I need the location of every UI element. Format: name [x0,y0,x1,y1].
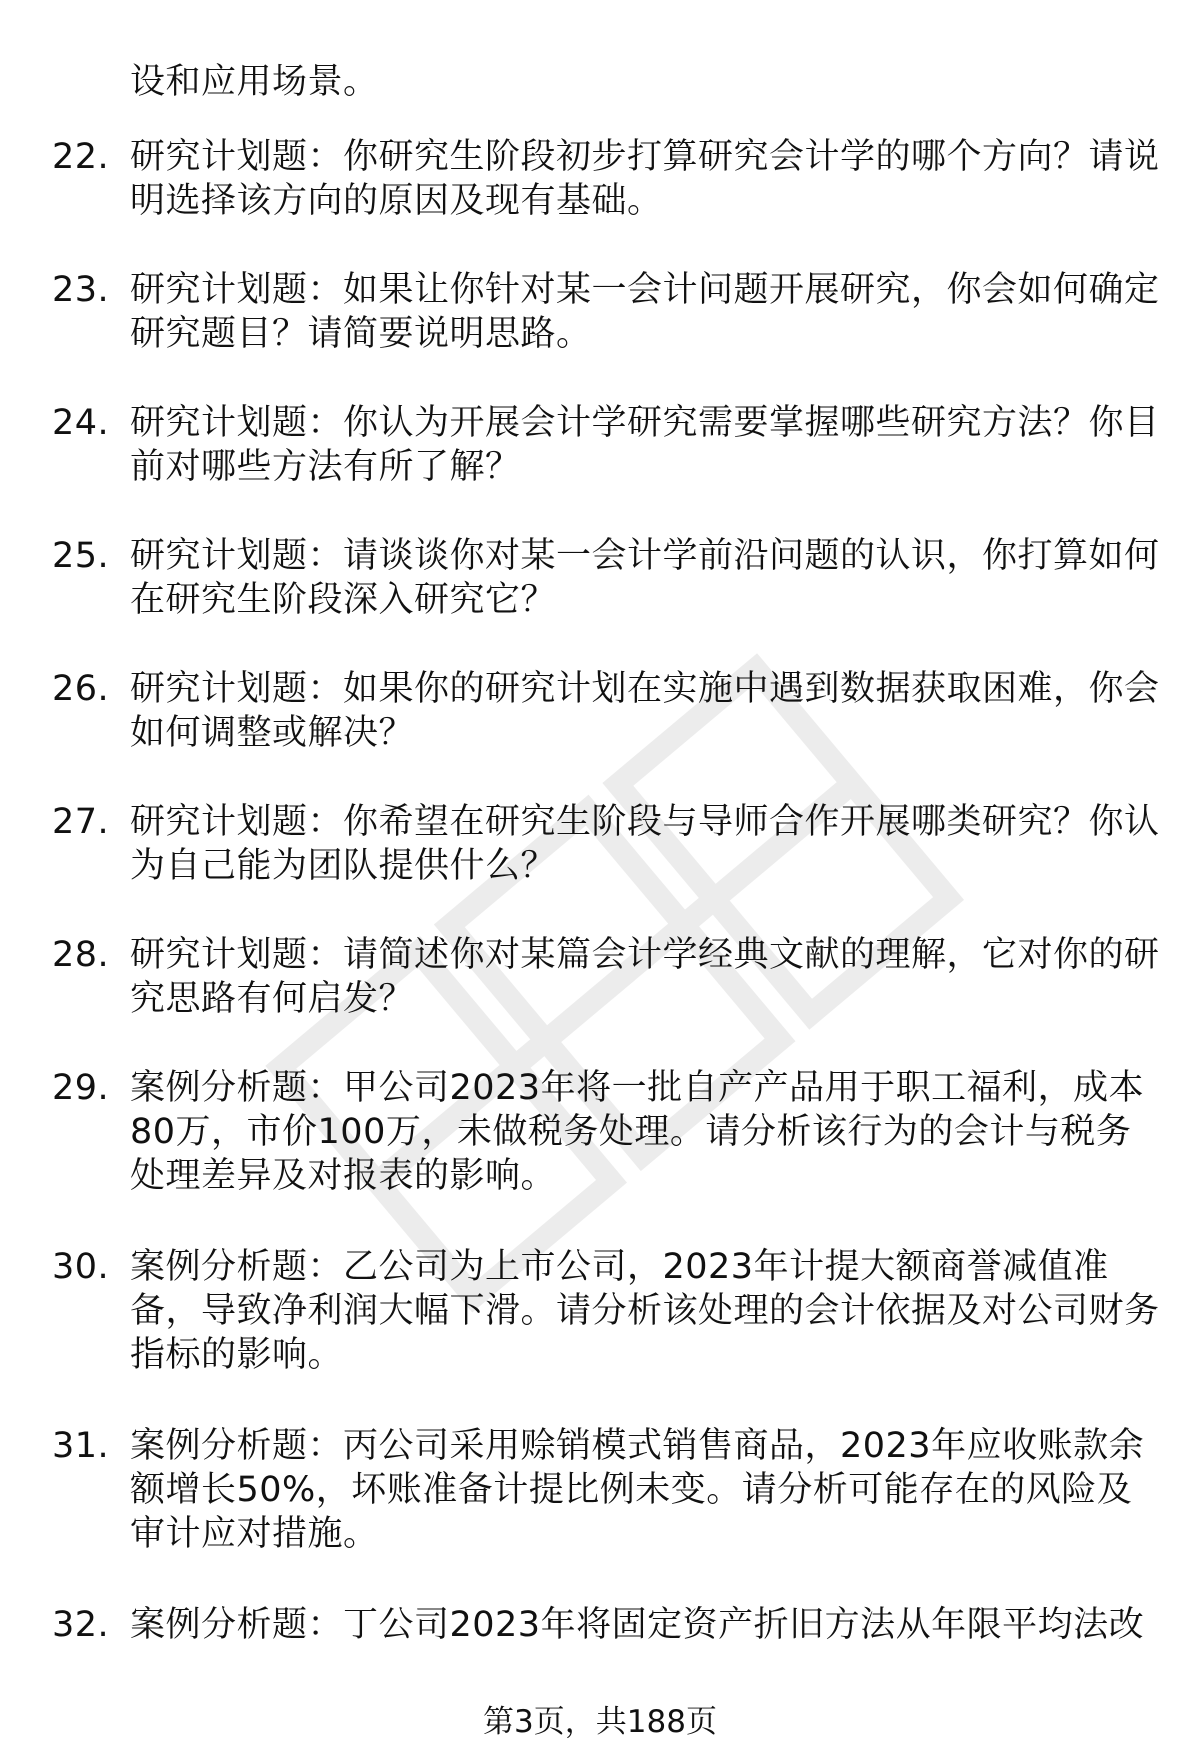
question-text: 研究计划题：你认为开展会计学研究需要掌握哪些研究方法？你目前对哪些方法有所了解？ [130,403,1160,487]
question-text: 案例分析题：丙公司采用赊销模式销售商品，2023年应收账款余额增长50%，坏账准备计提比例未变。请分析可能存在的风险及审计应对措施。 [130,1426,1145,1554]
question-number: 27. [52,802,110,842]
question-number: 29. [52,1068,110,1108]
question-text: 研究计划题：你希望在研究生阶段与导师合作开展哪类研究？你认为自己能为团队提供什么？ [130,802,1160,886]
question-item [52,401,1162,489]
question-item [52,534,1162,622]
question-item [52,667,1162,755]
question-number: 22. [52,137,110,177]
question-text: 案例分析题：丁公司2023年将固定资产折旧方法从年限平均法改 [130,1605,1145,1645]
question-text: 案例分析题：乙公司为上市公司，2023年计提大额商誉减值准备，导致净利润大幅下滑。请分析该处理的会计依据及对公司财务指标的影响。 [130,1247,1160,1375]
question-number: 24. [52,403,110,443]
question-text: 研究计划题：请谈谈你对某一会计学前沿问题的认识，你打算如何在研究生阶段深入研究它？ [130,536,1160,620]
page-footer: 第3页，共188页 [483,1704,717,1740]
question-number: 32. [52,1605,110,1645]
question-item [52,268,1162,356]
question-item [52,1424,1162,1556]
question-number: 31. [52,1426,110,1466]
question-number: 25. [52,536,110,576]
question-number: 26. [52,669,110,709]
question-number: 23. [52,270,110,310]
question-item [52,1603,1162,1647]
question-number: 28. [52,935,110,975]
question-number: 30. [52,1247,110,1287]
continued-text: 设和应用场景。 [130,62,379,102]
question-item [52,1245,1162,1377]
question-text: 研究计划题：请简述你对某篇会计学经典文献的理解，它对你的研究思路有何启发？ [130,935,1160,1019]
question-text: 案例分析题：甲公司2023年将一批自产产品用于职工福利，成本80万，市价100万，未做税务处理。请分析该行为的会计与税务处理差异及对报表的影响。 [130,1068,1145,1196]
question-text: 研究计划题：你研究生阶段初步打算研究会计学的哪个方向？请说明选择该方向的原因及现有基础。 [130,137,1160,221]
question-item [52,933,1162,1021]
question-text: 研究计划题：如果让你针对某一会计问题开展研究，你会如何确定研究题目？请简要说明思路。 [130,270,1160,354]
question-text: 研究计划题：如果你的研究计划在实施中遇到数据获取困难，你会如何调整或解决？ [130,669,1160,753]
question-item [52,800,1162,888]
question-item [52,1066,1162,1198]
question-item [52,135,1162,223]
